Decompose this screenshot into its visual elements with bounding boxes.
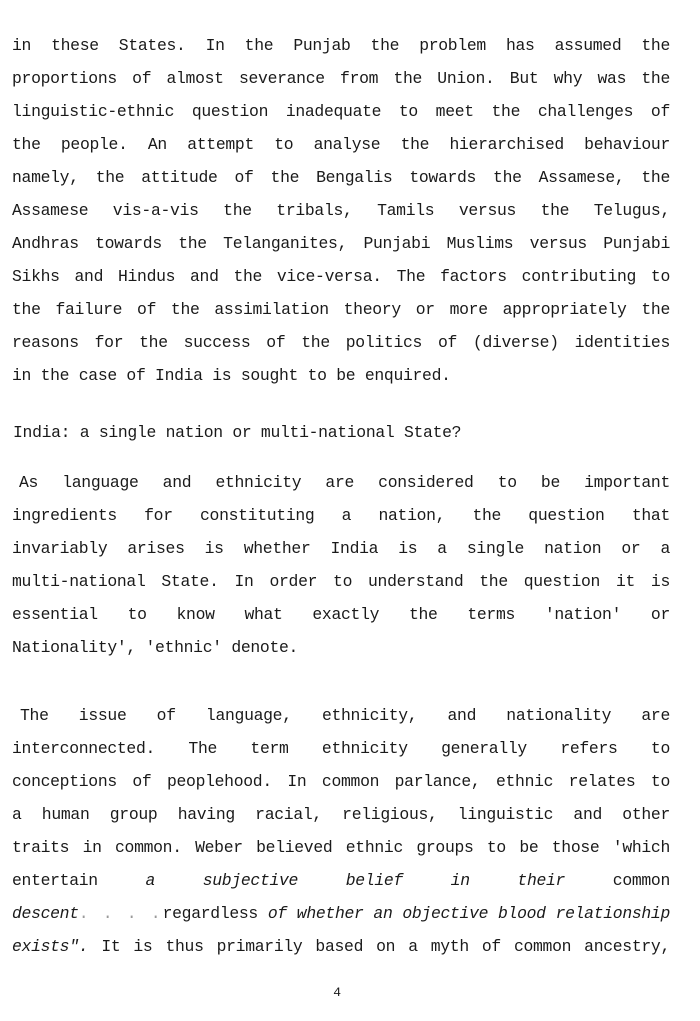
- text-line: namely, the attitude of the Bengalis towards the Assamese, the: [12, 168, 670, 187]
- text-line: the failure of the assimilation theory or more appropriately the: [12, 300, 670, 319]
- text-line: As language and ethnicity are considered to be important: [19, 473, 670, 492]
- page-number: 4: [333, 985, 341, 1000]
- text-run: common: [612, 871, 670, 890]
- text-line-mixed: [12, 864, 670, 897]
- text-line: Nationality', 'ethnic' denote.: [12, 638, 299, 657]
- text-line: multi-national State. In order to understand the question it is: [12, 572, 670, 591]
- text-line: interconnected. The term ethnicity generally refers to: [12, 739, 670, 758]
- text-line: traits in common. Weber believed ethnic groups to be those 'which: [12, 838, 670, 857]
- text-line: The issue of language, ethnicity, and nationality are: [20, 706, 670, 725]
- text-line: in these States. In the Punjab the problem has assumed the: [12, 36, 670, 55]
- text-line: invariably arises is whether India is a single nation or a: [12, 539, 670, 558]
- text-line: ingredients for constituting a nation, the question that: [12, 506, 670, 525]
- text-line: proportions of almost severance from the Union. But why was the: [12, 69, 670, 88]
- text-run: entertain: [12, 871, 98, 890]
- section-heading: India: a single nation or multi-national State?: [13, 423, 462, 442]
- paragraph-nation: [19, 466, 670, 499]
- paragraph-intro: [12, 29, 670, 392]
- text-line: reasons for the success of the politics of (diverse) identities: [12, 333, 670, 352]
- italic-run: a subjective belief in their: [145, 871, 566, 890]
- text-line: Andhras towards the Telanganites, Punjabi Muslims versus Punjabi: [12, 234, 670, 253]
- paragraph-nation-cont: [12, 499, 670, 664]
- text-line: in the case of India is sought to be enquired.: [12, 366, 451, 385]
- text-line: a human group having racial, religious, linguistic and other: [12, 805, 670, 824]
- italic-run: of whether an objective blood relationship: [267, 904, 671, 923]
- text-line: Assamese vis-a-vis the tribals, Tamils versus the Telugus,: [12, 201, 670, 220]
- paragraph-ethnicity: [20, 699, 670, 732]
- text-line: Sikhs and Hindus and the vice-versa. The factors contributing to: [12, 267, 670, 286]
- paragraph-ethnicity-cont: [12, 732, 670, 963]
- text-line-mixed: [12, 930, 670, 963]
- text-run: regardless: [162, 904, 258, 923]
- text-run: It is thus primarily based on a myth of common ancestry,: [101, 937, 670, 956]
- ellipsis-dots: . . . .: [78, 904, 163, 923]
- text-line: linguistic-ethnic question inadequate to meet the challenges of: [12, 102, 670, 121]
- text-line: the people. An attempt to analyse the hierarchised behaviour: [12, 135, 670, 154]
- text-line: essential to know what exactly the terms 'nation' or: [12, 605, 670, 624]
- text-line: conceptions of peoplehood. In common parlance, ethnic relates to: [12, 772, 670, 791]
- italic-run: exists".: [12, 937, 89, 956]
- italic-run: descent: [12, 904, 79, 923]
- text-line-mixed: [12, 897, 670, 930]
